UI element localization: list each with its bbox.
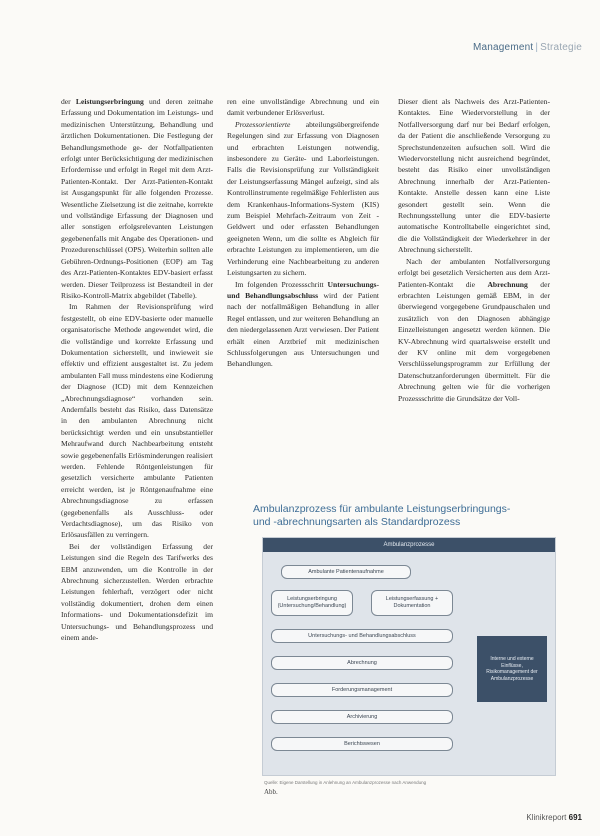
box-treatment-completion: Untersuchungs- und Behandlungsabschluss <box>271 629 453 643</box>
journal-name: Klinikreport <box>526 813 567 822</box>
box-service-recording: Leistungserfassung + Dokumentation <box>371 590 453 616</box>
diagram-header: Ambulanzprozesse <box>263 538 555 552</box>
text-run: Im folgenden Prozessschritt <box>235 279 328 289</box>
box-archiving: Archivierung <box>271 710 453 724</box>
side-note-box: Interne und externe Einflüsse, Risikomanagement der Ambulanzprozesse <box>477 636 547 702</box>
paragraph: Im Rahmen der Revisionsprüfung wird festgestellt, ob eine EDV-basierte oder manuelle organisatorische Methode angewendet wird, die die vollständige und korrekte Erfassung und Dokumentation sicherstellt, und inwieweit sie effektiv und effizient ausgestaltet ist. Zu jedem ambulanten Fall muss mindestens eine Kodierung der Diagnose (ICD) mit dem Kennzeichen „Abrechnungsdiagnose“ vorhanden sein. Andernfalls besteht das Risiko, dass Datensätze in den ambulanten Abrechnung nicht berücksichtigt werden und ein unsubstantieller Mehraufwand durch Nachbearbeitung entsteht sowie gegebenenfalls Erlösminderungen realisiert werden. Fehlende Röntgenleistungen für gesetzlich versicherte ambulante Patienten erreicht werden, ist je Röntgenaufnahme eine Abrechnungsdiagnose zu erfassen (gegebenenfalls als Ausschluss- oder Verdachtsdiagnose), um das Risiko von Erlösausfällen zu verringern. <box>61 302 213 540</box>
figure-label: Abb. <box>264 788 278 796</box>
figure-title-line-1: Ambulanzprozess für ambulante Leistungserbringungs- <box>253 503 511 515</box>
box-receivables: Forderungsmanagement <box>271 683 453 697</box>
text-run: der <box>61 97 76 106</box>
text-column-2 <box>227 96 379 466</box>
figure-title <box>253 503 553 529</box>
paragraph <box>227 119 379 279</box>
text-run: wird der Patient nach der notfallmäßigen Behandlung in aller Regel entlassen, und zur weiteren Behandlung an den niedergelassenen Arzt verwiesen. Der Patient erhält einen Arztbrief mit medizinischen Schlussfolgerungen aus Untersuchungen und Behandlungen. <box>227 290 379 369</box>
box-reporting: Berichtswesen <box>271 737 453 751</box>
paragraph <box>61 96 213 301</box>
text-run: ren eine unvollständige Abrechnung und ein damit verbundener Erlösverlust. <box>227 97 379 118</box>
page-footer <box>526 813 582 822</box>
page-number: 691 <box>568 813 582 822</box>
running-header <box>473 42 582 53</box>
box-patient-admission: Ambulante Patientenaufnahme <box>281 565 411 579</box>
text-run: Nach der ambulanten Notfallversorgung erfolgt bei gesetzlich Versicherten aus dem Arzt-Patienten-Kontakt die <box>398 256 550 289</box>
header-subsection: Strategie <box>540 42 582 53</box>
paragraph: Bei der vollständigen Erfassung der Leistungen sind die Regeln des Tarifwerks des EBM anzuwenden, um die Kontrolle in der Abrechnung sicherzustellen. Werden erbrachte Leistungen fehlerhaft, verzögert oder nicht vollständig dokumentiert, drohen dem einen Informations- und Dokumentationsdefizit im Untersuchungs- und Behandlungsprozess und einem ande- <box>61 541 213 643</box>
paragraph <box>398 256 550 404</box>
process-diagram <box>262 537 556 776</box>
box-service-provision: Leistungserbringung (Untersuchung/Behandlung) <box>271 590 353 616</box>
paragraph: Dieser dient als Nachweis des Arzt-Patienten-Kontaktes. Eine Wiedervorstellung in der Notfallversorgung darf nur bei Bedarf erfolgen, da der Patient die anschließende Versorgung zu Sprechstundenzeiten aufsuchen soll. Wird die Wiedervorstellung nicht ausreichend begründet, besteht das Risiko einer unvollständigen Abrechnung innerhalb der Arzt-Patienten-Kontakte. Anstelle dessen kann eine Liste gesondert gestellt sein. Wenn die Rechnungsstellung unter die EDV-basierte automatische Kontrolltabelle eingerichtet sind, die die Vollständigkeit der Wiederkehrer in der Abrechnung sicherstellt. <box>398 97 550 255</box>
bold-term: Untersuchungs- und Behandlungsabschluss <box>227 279 379 300</box>
italic-term: Prozessorientierte <box>235 119 291 129</box>
text-run: der erbrachten Leistungen gemäß EBM, in der überwiegend vorgegebene Grundpauschalen und zusätzlich von den Diagnosen abhängige Einzelleistungen angesetzt werden können. Die KV-Abrechnung wird quartalsweise erstellt und der KV online mit dem vorgegebenen Verschlüsselungsprogramm zur Erfüllung der Datenschutzanforderungen übermittelt. Für die Abrechnung gelten wie für die vorherigen Prozessschritte die Grundsätze der Voll- <box>398 279 550 403</box>
figure-source: Quelle: Eigene Darstellung in Anlehnung an Ambulanzprozesse nach Anwendung <box>264 780 427 785</box>
header-separator: | <box>535 42 539 53</box>
text-column-3 <box>398 96 550 466</box>
text-run: und deren zeitnahe Erfassung und Dokumentation im Leistungs- und medizinischen Unterstützung, Behandlung und ärztlichen Dokumentationen. Die Festlegung der Behandlungsmethode ge- der Notfallpatienten erfolgt unter Berücksichtigung der medizinischen Erfordernisse und erfolgt in Regel mit dem Arzt-Patienten-Kontakt. Der Arzt-Patienten-Kontakt ist Ausgangspunkt für alle folgenden Prozesse. Wesentliche Zielsetzung ist die zeitnahe, korrekte und vollständige Erfassung der Diagnosen und aller sonstigen erfolgsrelevanten Leistungen gegebenenfalls mit Angabe des Operationen- und Prozedurenschlüssel (OPS). Weiterhin sollten alle Gebühren-Ordnungs-Positionen (EOP) am Tag des Arzt-Patienten-Kontaktes EDV-basiert erfasst werden. Dieser Teilprozess ist Bestandteil in der Risiko-Kontroll-Matrix abgebildet (Tabelle). <box>61 97 213 300</box>
paragraph <box>227 96 379 119</box>
figure-title-line-2: und -abrechnungsarten als Standardprozess <box>253 516 461 528</box>
bold-term: Leistungserbringung <box>75 97 144 106</box>
paragraph <box>227 279 379 370</box>
bold-term: Abrechnung <box>487 279 528 289</box>
box-billing: Abrechnung <box>271 656 453 670</box>
header-section: Management <box>472 42 534 53</box>
text-column-1 <box>61 96 213 836</box>
text-run: abteilungsübergreifende Regelungen sind zur Erfassung von Diagnosen und erbrachten Leistungen notwendig, insbesondere zu Geräte- und Laborleistungen. Falls die Revisionsprüfung zur Vollständigkeit der Leistungserfassung Mängel aufzeigt, sind als Kontrollinstrumente regelmäßige Fehlerlisten aus dem Krankenhaus-Informations-System (KIS) zum Beispiel Mehrfach-Zeitraum von Zeit - Geldwert und oder erfassten Behandlungen geeigneten Wenn, um die sollte es Abgleich für erbrachte Leistungen zu implementieren, um die Verhinderung eine Nachbearbeitung zu anderen Leistungsarten zu sichern. <box>227 119 379 278</box>
